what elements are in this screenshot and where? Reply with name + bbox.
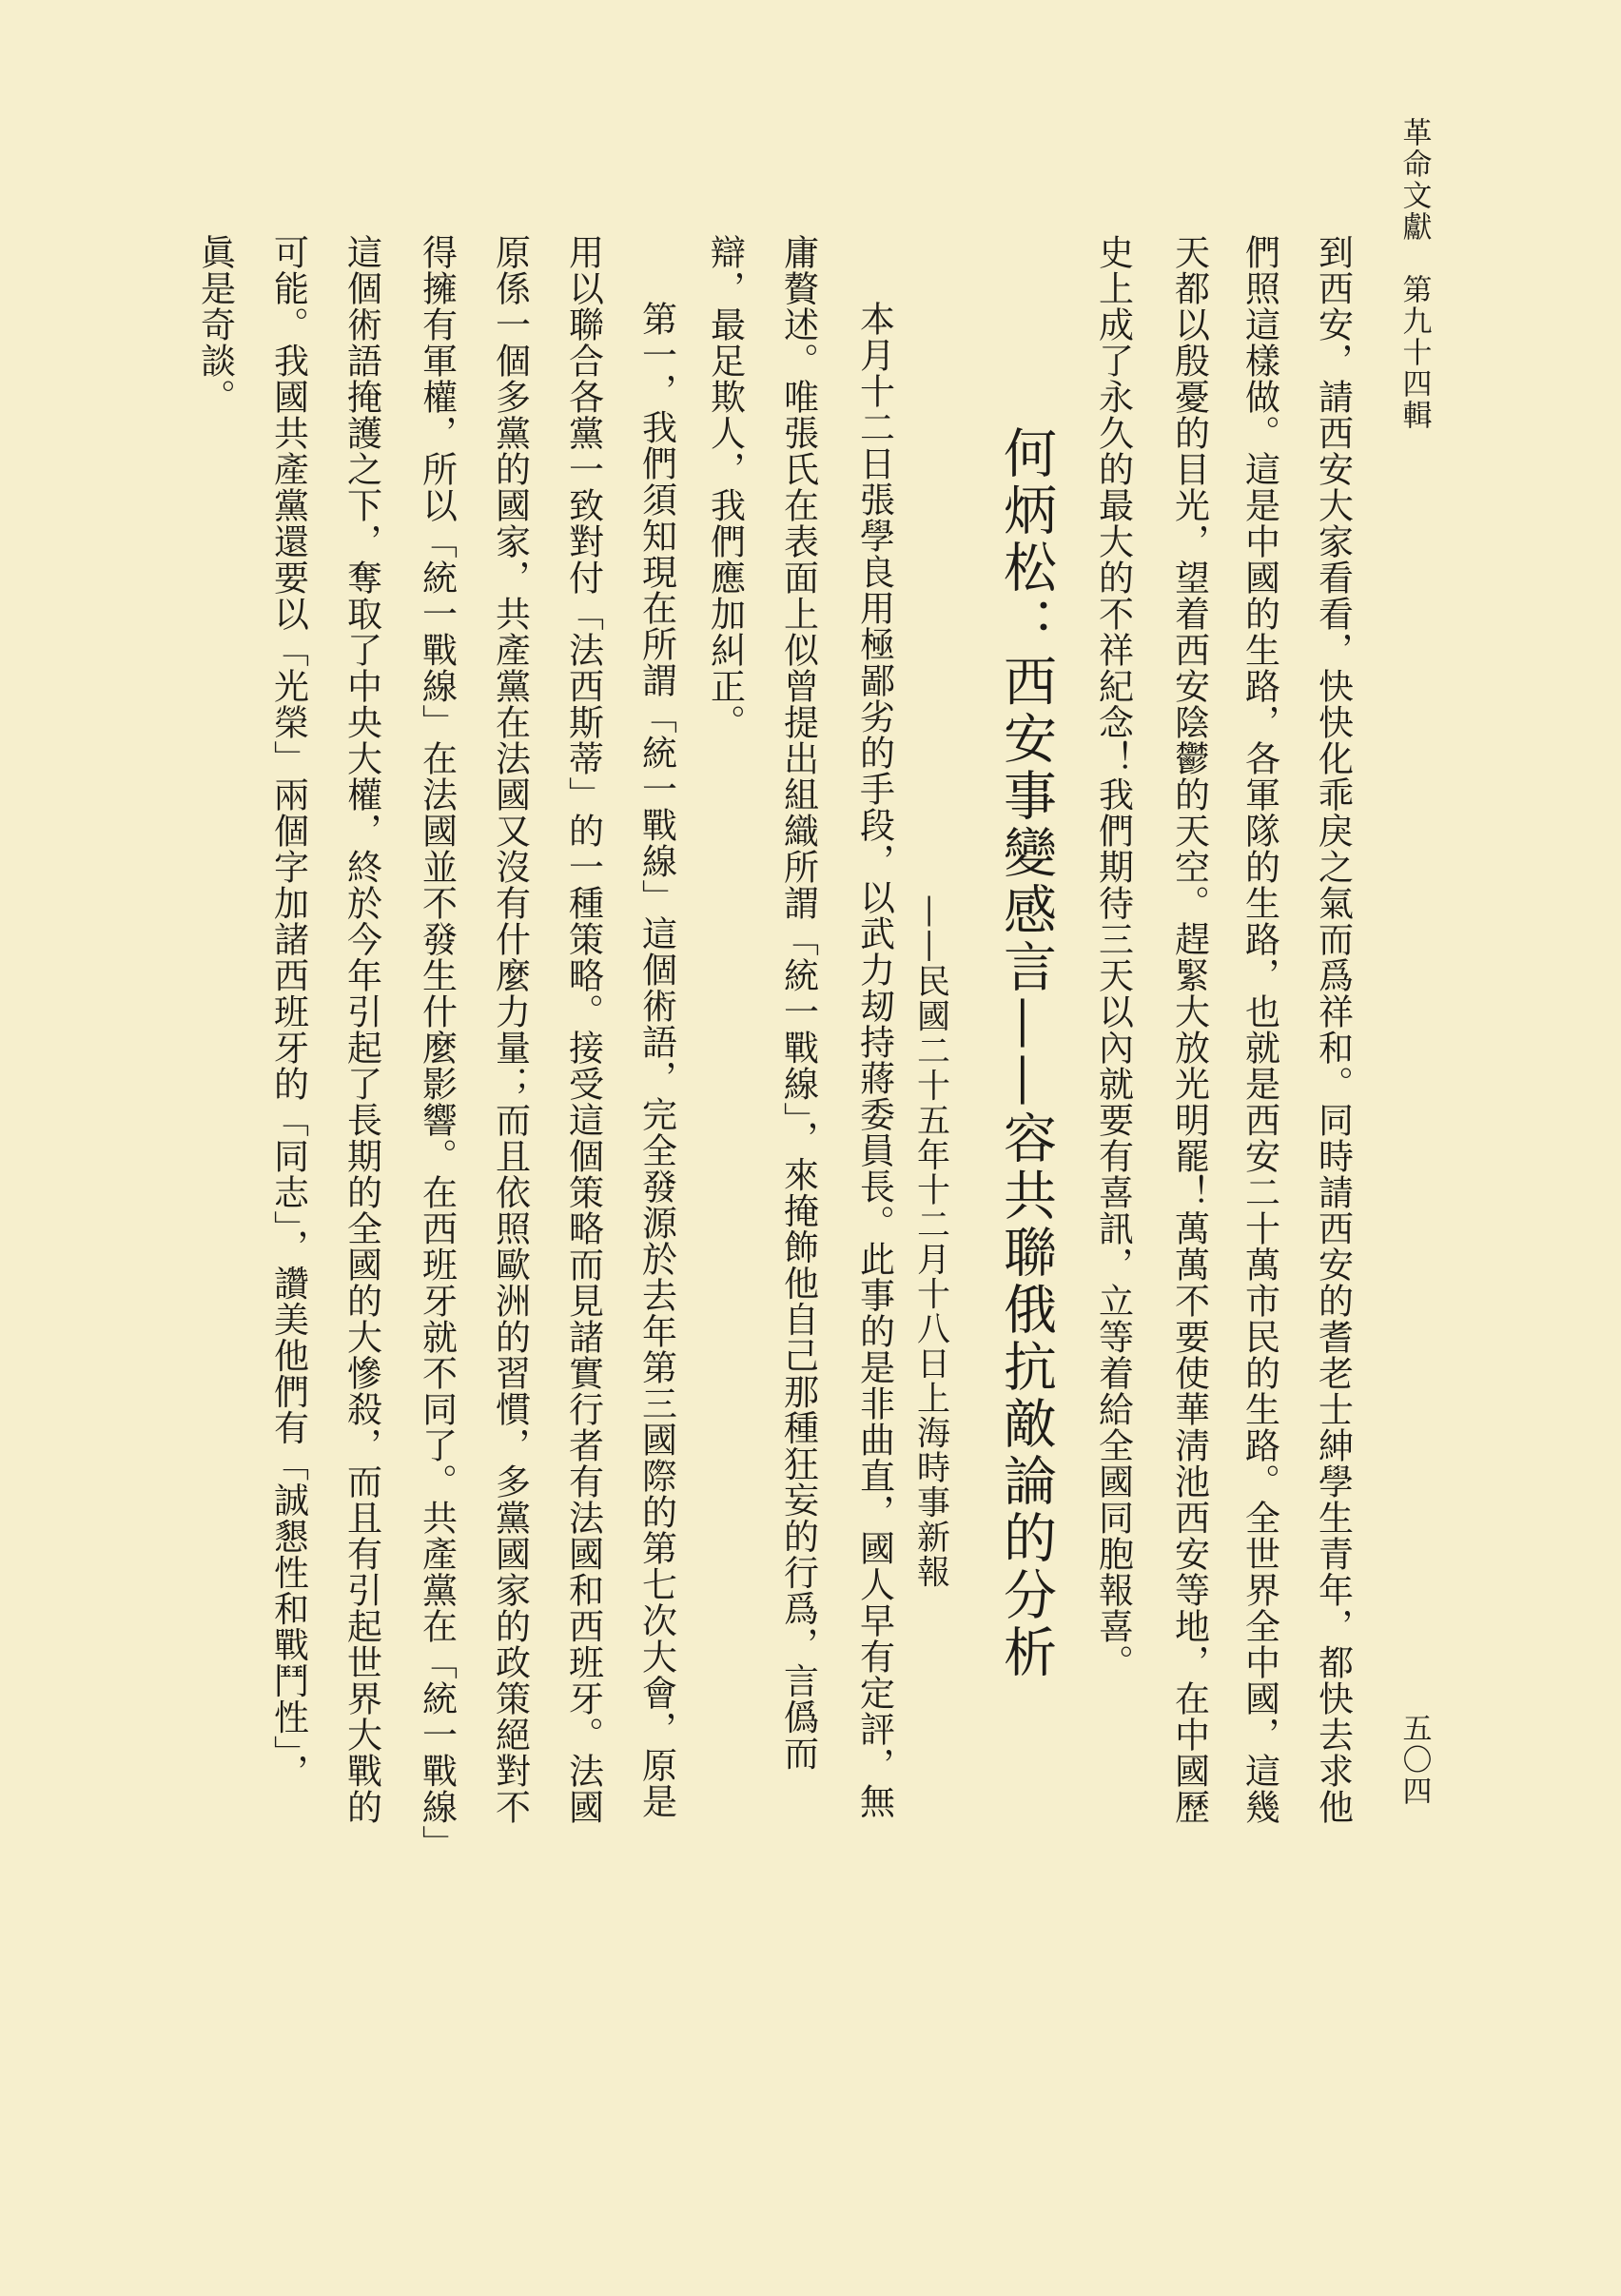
text-line: 第一，我們須知現在所謂「統一戰線」這個術語，完全發源於去年第三國際的第七次大會，原是 [635,301,677,1819]
text-line: 這個術語掩護之下，奪取了中央大權，終於今年引起了長期的全國的大慘殺，而且有引起世界大戰的 [341,234,382,1825]
page-number: 五〇四 [1396,1713,1432,1807]
text-line: 辯，最足欺人，我們應加糾正。 [704,234,746,740]
text-line: 們照這樣做。這是中國的生路，各軍隊的生路，也就是西安二十萬市民的生路。全世界全中國，這幾 [1239,234,1280,1825]
article-title: 何炳松：西安事變感言——容共聯俄抗敵論的分析 [995,425,1057,1681]
article-source: ——民國二十五年十二月十八日上海時事新報 [911,894,950,1589]
text-line: 原係一個多黨的國家，共產黨在法國又沒有什麼力量；而且依照歐洲的習慣，多黨國家的政策絕對不 [489,234,531,1825]
text-line: 得擁有軍權，所以「統一戰線」在法國並不發生什麼影響。在西班牙就不同了。共產黨在「統一戰線」 [416,234,458,1861]
text-line: 眞是奇談。 [194,234,236,415]
text-line: 史上成了永久的最大的不祥紀念！我們期待三天以內就要有喜訊，立等着給全國同胞報喜。 [1092,234,1134,1680]
text-line: 到西安，請西安大家看看，快快化乖戾之氣而爲祥和。同時請西安的耆老士紳學生青年，都快去求他 [1312,234,1354,1825]
running-header: 革命文獻 第九十四輯 [1396,117,1432,431]
text-line: 本月十二日張學良用極鄙劣的手段，以武力刼持蔣委員長。此事的是非曲直，國人早有定評，無 [853,301,895,1819]
text-line: 可能。我國共產黨還要以「光榮」兩個字加諸西班牙的「同志」，讚美他們有「誠懇性和戰鬥性」， [267,234,309,1790]
text-line: 天都以殷憂的目光，望着西安陰鬱的天空。趕緊大放光明罷！萬萬不要使華淸池西安等地，在中國歷 [1168,234,1210,1825]
text-line: 庸贅述。唯張氏在表面上似曾提出組織所謂「統一戰線」，來掩飾他自己那種狂妄的行爲，言僞而 [777,234,819,1772]
text-line: 用以聯合各黨一致對付「法西斯蒂」的一種策略。接受這個策略而見諸實行者有法國和西班牙。法國 [562,234,604,1825]
